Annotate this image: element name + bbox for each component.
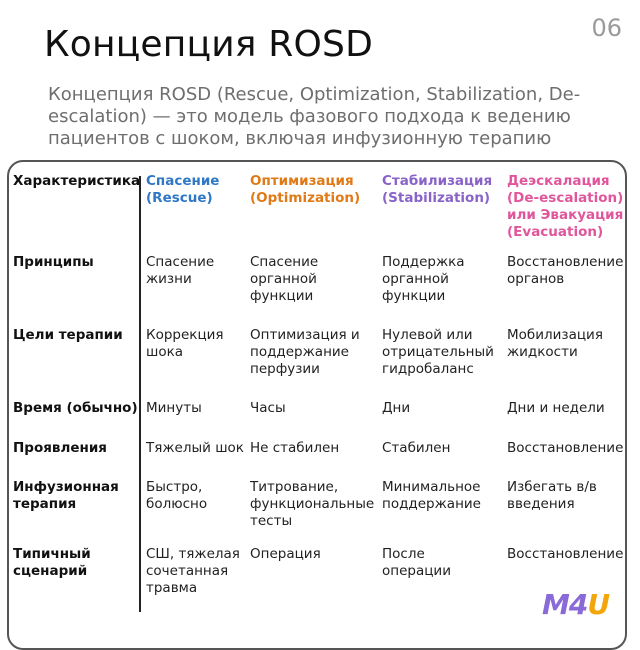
header-characteristic: Характеристика: [13, 173, 141, 189]
row-label-time: Время (обычно): [13, 400, 138, 416]
cell-principles-deescalation: Восстановление органов: [507, 254, 624, 287]
subtitle-line: escalation) — это модель фазового подхода к ведению: [48, 106, 571, 127]
column-divider: [139, 176, 141, 612]
cell-goals-deescalation: Мобилизация жидкости: [507, 327, 603, 360]
cell-time-rescue: Минуты: [146, 400, 202, 416]
cell-infusion-stabilization: Минимальное поддержание: [382, 479, 481, 512]
subtitle-line: пациентов с шоком, включая инфузионную терапию: [48, 128, 552, 149]
row-label-scenario: Типичный сценарий: [13, 546, 91, 579]
row-label-manifestations: Проявления: [13, 440, 107, 456]
m4u-logo: M4U: [542, 588, 610, 621]
cell-manifestations-rescue: Тяжелый шок: [146, 440, 244, 456]
cell-infusion-rescue: Быстро, болюсно: [146, 479, 208, 512]
cell-time-optimization: Часы: [250, 400, 286, 416]
cell-principles-rescue: Спасение жизни: [146, 254, 215, 287]
subtitle: [48, 84, 608, 150]
cell-scenario-stabilization: После операции: [382, 546, 451, 579]
cell-infusion-optimization: Титрование, функциональные тесты: [250, 479, 375, 529]
header-stabilization: Стабилизация (Stabilization): [382, 173, 493, 206]
page-title: Концепция ROSD: [44, 24, 374, 65]
cell-manifestations-optimization: Не стабилен: [250, 440, 340, 456]
cell-principles-stabilization: Поддержка органной функции: [382, 254, 465, 304]
cell-scenario-deescalation: Восстановление: [507, 546, 624, 562]
cell-scenario-rescue: СШ, тяжелая сочетанная травма: [146, 546, 240, 596]
header-deescalation: Деэскалация (De-escalation) или Эвакуация (Evacuation): [507, 173, 624, 240]
cell-time-stabilization: Дни: [382, 400, 411, 416]
cell-time-deescalation: Дни и недели: [507, 400, 605, 416]
row-label-infusion: Инфузионная терапия: [13, 479, 119, 512]
header-optimization: Оптимизация (Optimization): [250, 173, 361, 206]
cell-principles-optimization: Спасение органной функции: [250, 254, 319, 304]
cell-manifestations-stabilization: Стабилен: [382, 440, 451, 456]
cell-goals-stabilization: Нулевой или отрицательный гидробаланс: [382, 327, 494, 377]
cell-scenario-optimization: Операция: [250, 546, 321, 562]
cell-infusion-deescalation: Избегать в/в введения: [507, 479, 597, 512]
cell-goals-optimization: Оптимизация и поддержание перфузии: [250, 327, 360, 377]
cell-goals-rescue: Коррекция шока: [146, 327, 224, 360]
row-label-principles: Принципы: [13, 254, 94, 270]
slide-number: 06: [591, 14, 622, 42]
subtitle-line: Концепция ROSD (Rescue, Optimization, Stabilization, De-: [48, 84, 581, 105]
row-label-goals: Цели терапии: [13, 327, 123, 343]
header-rescue: Спасение (Rescue): [146, 173, 220, 206]
cell-manifestations-deescalation: Восстановление: [507, 440, 624, 456]
